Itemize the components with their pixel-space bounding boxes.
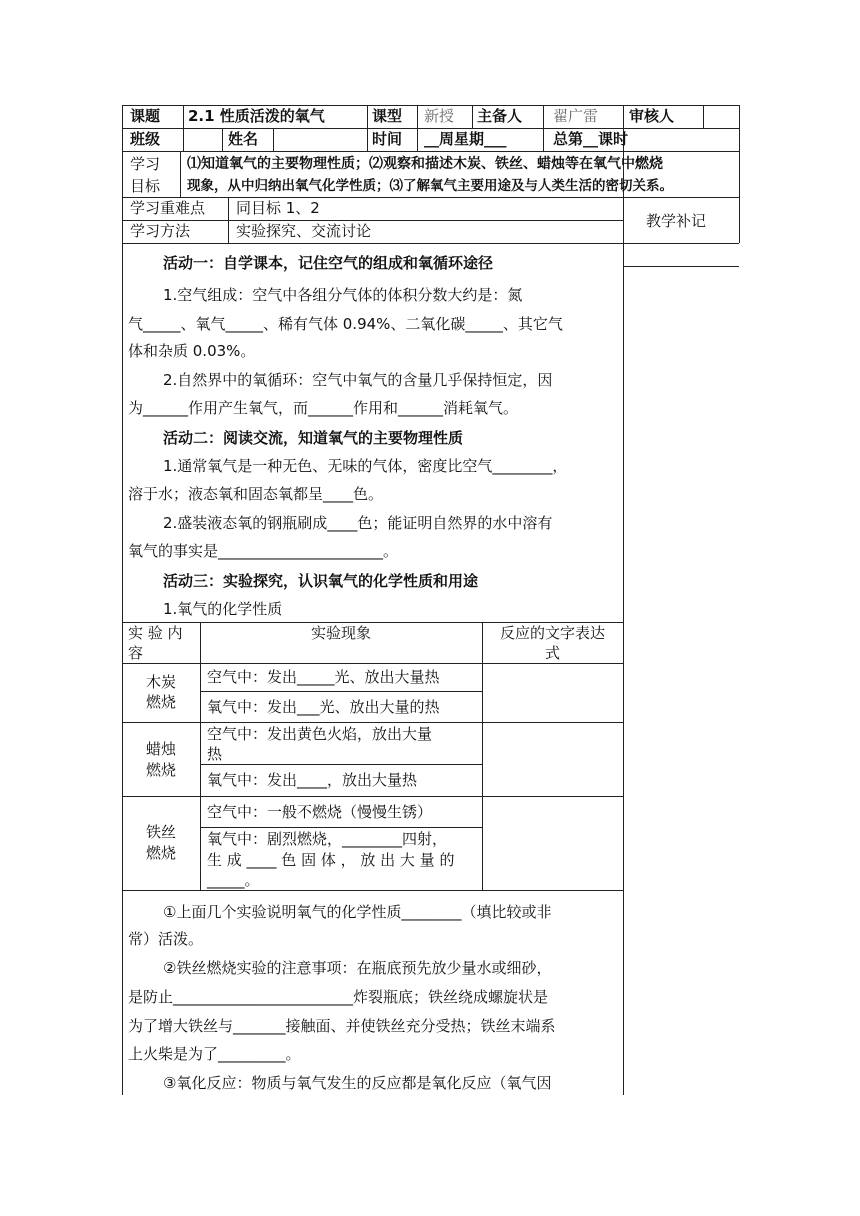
col-equation-2: 式 (544, 644, 560, 662)
question-1-l2: 常）活泼。 (128, 930, 204, 948)
row-charcoal-air: 空气中：发出_____光、放出大量热 (207, 668, 440, 686)
row-iron-name-2: 燃烧 (145, 844, 176, 862)
row-iron-oxygen-2: 生 成 ____ 色 固 体 ， 放 出 大 量 的 (207, 851, 455, 869)
row-candle-oxygen: 氧气中：发出____，放出大量热 (207, 771, 418, 789)
goals-line-1: ⑴知道氧气的主要物理性质；⑵观察和描述木炭、铁丝、蜡烛等在氧气中燃烧 (187, 156, 663, 172)
activity1-title: 活动一：自学课本，记住空气的组成和氧循环途径 (163, 254, 494, 272)
focus-label: 学习重难点 (130, 199, 206, 217)
author-label: 主备人 (477, 107, 523, 125)
method-label: 学习方法 (130, 222, 191, 240)
goals-line-2: 现象，从中归纳出氧气化学性质；⑶了解氧气主要用途及与人类生活的密切关系。 (187, 178, 673, 194)
row-candle-air-1: 空气中：发出黄色火焰，放出大量 (207, 725, 433, 743)
question-2-l4: 上火柴是为了_________。 (128, 1045, 301, 1063)
notes-label: 教学补记 (646, 212, 707, 230)
row-iron-oxygen-3: _____。 (207, 871, 260, 889)
activity1-p2-l2: 为______作用产生氧气，而______作用和______消耗氧气。 (128, 399, 519, 417)
question-2-l1: ②铁丝燃烧实验的注意事项：在瓶底预先放少量水或细砂， (163, 959, 552, 977)
topic-value: 2.1 性质活泼的氧气 (188, 107, 325, 125)
row-charcoal-name-2: 燃烧 (145, 693, 176, 711)
row-iron-name-1: 铁丝 (145, 823, 176, 841)
col-content-1: 实 验 内 (128, 624, 183, 642)
activity3-sub: 1.氧气的化学性质 (163, 600, 283, 618)
author-value: 翟广雷 (553, 107, 599, 125)
col-phenomenon: 实验现象 (310, 624, 371, 642)
row-charcoal-name-1: 木炭 (145, 673, 176, 691)
question-3-l1: ③氧化反应：物质与氧气发生的反应都是氧化反应（氧气因 (163, 1074, 552, 1092)
activity1-p1-l1: 1.空气组成：空气中各组分气体的体积分数大约是：氮 (163, 286, 523, 304)
activity2-p2-l1: 2.盛装液态氧的钢瓶刷成____色；能证明自然界的水中溶有 (163, 514, 553, 532)
goals-label-1: 学习 (130, 155, 161, 173)
row-candle-name-1: 蜡烛 (145, 740, 176, 758)
activity1-p1-l3: 体和杂质 0.03%。 (128, 342, 256, 360)
topic-label: 课题 (130, 107, 161, 125)
question-2-l2: 是防止________________________炸裂瓶底；铁丝绕成螺旋状是 (128, 988, 549, 1006)
total-lessons: 总第__课时 (553, 130, 629, 148)
row-iron-oxygen-1: 氧气中：剧烈燃烧，________四射， (207, 830, 448, 848)
row-candle-name-2: 燃烧 (145, 761, 176, 779)
time-label: 时间 (372, 130, 403, 148)
method-value: 实验探究、交流讨论 (236, 222, 372, 240)
time-value: __周星期___ (424, 130, 507, 148)
lesson-type-value: 新授 (424, 107, 455, 125)
lesson-type-label: 课型 (372, 107, 403, 125)
activity2-p1-l1: 1.通常氧气是一种无色、无味的气体，密度比空气________， (163, 457, 568, 475)
question-2-l3: 为了增大铁丝与_______接触面、并使铁丝充分受热；铁丝末端系 (128, 1017, 556, 1035)
reviewer-label: 审核人 (629, 107, 675, 125)
focus-value: 同目标 1、2 (236, 199, 320, 217)
goals-label-2: 目标 (130, 177, 161, 195)
activity1-p2-l1: 2.自然界中的氧循环：空气中氧气的含量几乎保持恒定，因 (163, 371, 553, 389)
row-iron-air: 空气中：一般不燃烧（慢慢生锈） (207, 803, 433, 821)
activity2-p1-l2: 溶于水；液态氧和固态氧都呈____色。 (128, 485, 384, 503)
name-label: 姓名 (228, 130, 259, 148)
class-label: 班级 (130, 130, 161, 148)
row-charcoal-oxygen: 氧气中：发出___光、放出大量的热 (207, 698, 440, 716)
activity3-title: 活动三：实验探究，认识氧气的化学性质和用途 (163, 572, 479, 590)
col-equation-1: 反应的文字表达 (499, 624, 605, 642)
activity1-p1-l2: 气_____、氧气_____、稀有气体 0.94%、二氧化碳_____、其它气 (128, 315, 563, 333)
row-candle-air-2: 热 (207, 745, 223, 763)
col-content-2: 容 (128, 644, 144, 662)
activity2-title: 活动二：阅读交流，知道氧气的主要物理性质 (163, 429, 464, 447)
activity2-p2-l2: 氧气的事实是______________________。 (128, 542, 399, 560)
question-1-l1: ①上面几个实验说明氧气的化学性质________（填比较或非 (163, 903, 552, 921)
